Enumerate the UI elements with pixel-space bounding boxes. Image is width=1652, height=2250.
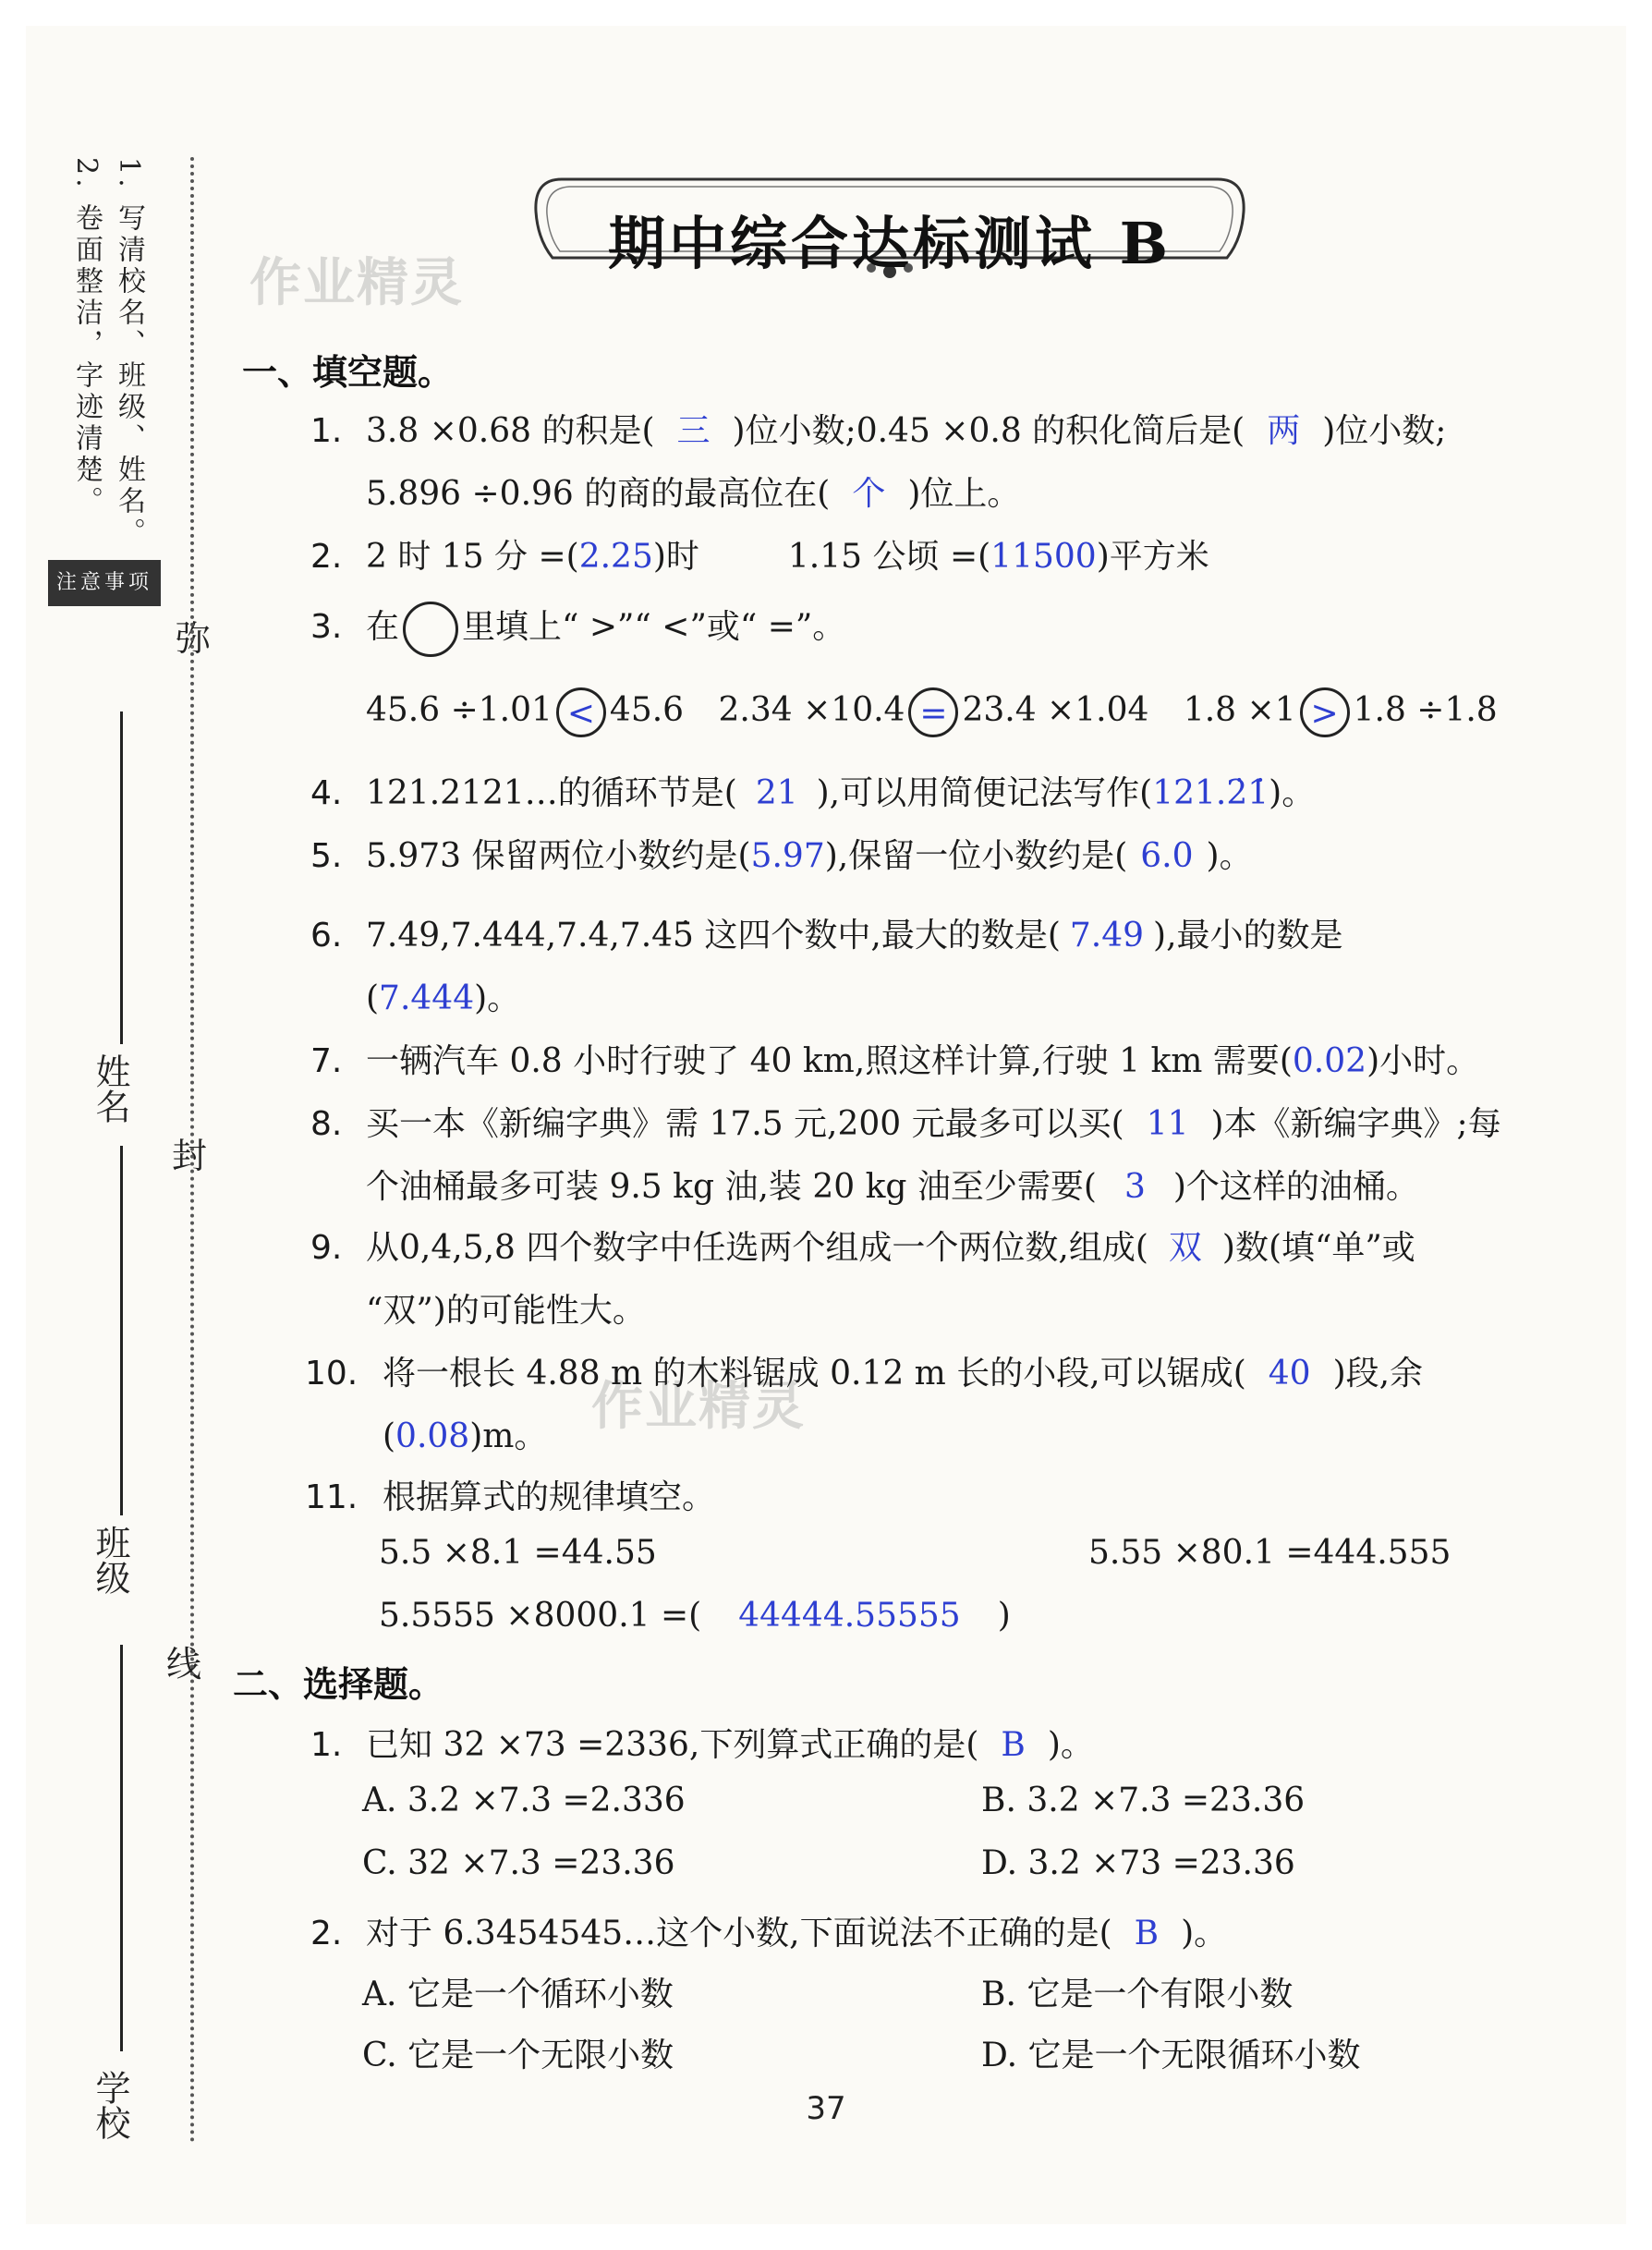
q9-line-2: “双”)的可能性大。 — [366, 1292, 646, 1330]
compare-circle: = — [908, 687, 958, 737]
q11-expr-1: 5.5 ×8.1 =44.55 — [379, 1534, 657, 1572]
answer-text: 5.97 — [750, 837, 825, 875]
q5-line: 5. 5.973 保留两位小数约是(5.97),保留一位小数约是( 6.0 )。 — [310, 837, 1253, 875]
answer-text: 0.08 — [395, 1417, 470, 1455]
mc1-option-b: B. 3.2 ×7.3 =23.36 — [981, 1782, 1306, 1819]
school-field-label: 学校 — [90, 2070, 130, 2140]
answer-text: 121.2̇1̇ — [1152, 774, 1269, 812]
answer-text: 7.49 — [1069, 917, 1145, 955]
mc1-question: 1. 已知 32 ×73 =2336,下列算式正确的是( B )。 — [310, 1726, 1094, 1764]
mc2-option-d: D. 它是一个无限循环小数 — [981, 2037, 1361, 2074]
margin-note-1: 1. 写清校名、班级、姓名。 — [113, 157, 145, 550]
q11-line-1: 11. 根据算式的规律填空。 — [305, 1478, 716, 1516]
answer-text: 11 — [1146, 1105, 1189, 1143]
answer-text: 0.02 — [1292, 1042, 1367, 1080]
q10-line-2: (0.08)m。 — [383, 1417, 548, 1455]
compare-circle: < — [556, 687, 606, 737]
name-field-label: 姓名 — [90, 1053, 130, 1124]
q9-line-1: 9. 从0,4,5,8 四个数字中任选两个组成一个两位数,组成( 双 )数(填“单”或 — [310, 1229, 1415, 1267]
page-number: 37 — [806, 2090, 846, 2127]
q10-line-1: 10. 将一根长 4.88 m 的木料锯成 0.12 m 长的小段,可以锯成( 40 )段,余 — [305, 1355, 1424, 1393]
school-field-line — [120, 1645, 123, 2051]
mc1-option-a: A. 3.2 ×7.3 =2.336 — [362, 1782, 686, 1819]
notes-badge: 注意事项 — [48, 560, 161, 606]
watermark-top: 作业精灵 — [249, 253, 464, 313]
margin-note-2: 2. 卷面整洁，字迹清楚。 — [70, 157, 103, 518]
seal-char-mi: 弥 — [176, 618, 212, 659]
margin-notes — [65, 157, 150, 549]
empty-circle-icon — [403, 602, 458, 657]
q3-line-2: 45.6 ÷1.01 < 45.6 2.34 ×10.4 = 23.4 ×1.04 1.8 ×1 > 1.8 ÷1.8 — [366, 687, 1498, 737]
mc1-option-d: D. 3.2 ×73 =23.36 — [981, 1844, 1295, 1882]
mc2-option-c: C. 它是一个无限小数 — [362, 2037, 674, 2074]
mc2-option-b: B. 它是一个有限小数 — [981, 1976, 1294, 2013]
answer-text: 11500 — [990, 538, 1097, 576]
q8-line-2: 个油桶最多可装 9.5 kg 油,装 20 kg 油至少需要( 3 )个这样的油桶。 — [366, 1168, 1419, 1206]
answer-text: 个 — [852, 475, 886, 513]
watermark-middle: 作业精灵 — [591, 1377, 806, 1437]
q7-line: 7. 一辆汽车 0.8 小时行驶了 40 km,照这样计算,行驶 1 km 需要(0.02)小时。 — [310, 1042, 1480, 1080]
answer-text: 三 — [676, 412, 711, 450]
section-1-title: 一、填空题。 — [242, 352, 454, 393]
answer-text: 40 — [1268, 1355, 1311, 1393]
title-frame — [525, 170, 1255, 290]
mc2-option-a: A. 它是一个循环小数 — [362, 1976, 674, 2013]
answer-text: 两 — [1267, 412, 1301, 450]
seal-char-feng: 封 — [172, 1136, 208, 1176]
q11-expr-2: 5.55 ×80.1 =444.555 — [1088, 1534, 1452, 1572]
q8-line-1: 8. 买一本《新编字典》需 17.5 元,200 元最多可以买( 11 )本《新编字典》;每 — [310, 1105, 1501, 1143]
answer-text: 7.444 — [379, 979, 475, 1017]
q1-line-1: 1. 3.8 ×0.68 的积是( 三 )位小数;0.45 ×0.8 的积化简后是( 两 )位小数; — [310, 412, 1447, 450]
class-field-line — [120, 1146, 123, 1515]
class-field-label: 班级 — [90, 1525, 130, 1595]
q6-line-2: (7.444)。 — [366, 979, 521, 1017]
q3-line-1: 3. 在 里填上“ >”“ <”或“ =”。 — [310, 601, 845, 657]
q6-line-1: 6. 7.49,7.444,7.4̇,7.4̇5̇ 这四个数中,最大的数是( 7.49 ),最小的数是 — [310, 917, 1343, 955]
q11-expr-3: 5.5555 ×8000.1 =( 44444.55555 ) — [379, 1597, 1011, 1635]
q1-line-2: 5.896 ÷0.96 的商的最高位在( 个 )位上。 — [366, 475, 1021, 513]
q2-line: 2. 2 时 15 分 =(2.25)时 1.15 公顷 =(11500)平方米 — [310, 538, 1209, 576]
answer-text: 3 — [1124, 1168, 1146, 1206]
page-title: 期中综合达标测试 B — [608, 210, 1172, 277]
answer-text: 21 — [755, 774, 798, 812]
mc1-option-c: C. 32 ×7.3 =23.36 — [362, 1844, 675, 1882]
answer-text: B — [1001, 1726, 1026, 1764]
compare-circle: > — [1300, 687, 1350, 737]
mc2-question: 2. 对于 6.3454545…这个小数,下面说法不正确的是( B )。 — [310, 1915, 1228, 1952]
answer-text: B — [1134, 1915, 1160, 1952]
seal-dotted-line — [190, 157, 194, 2144]
seal-char-xian: 线 — [166, 1644, 202, 1684]
answer-text: 6.0 — [1140, 837, 1194, 875]
answer-text: 2.25 — [578, 538, 653, 576]
answer-text: 44444.55555 — [738, 1597, 961, 1635]
answer-text: 双 — [1168, 1229, 1202, 1267]
section-2-title: 二、选择题。 — [233, 1664, 444, 1705]
q4-line: 4. 121.2121…的循环节是( 21 ),可以用简便记法写作(121.2̇1̇)。 — [310, 774, 1316, 812]
name-field-line — [120, 711, 123, 1044]
